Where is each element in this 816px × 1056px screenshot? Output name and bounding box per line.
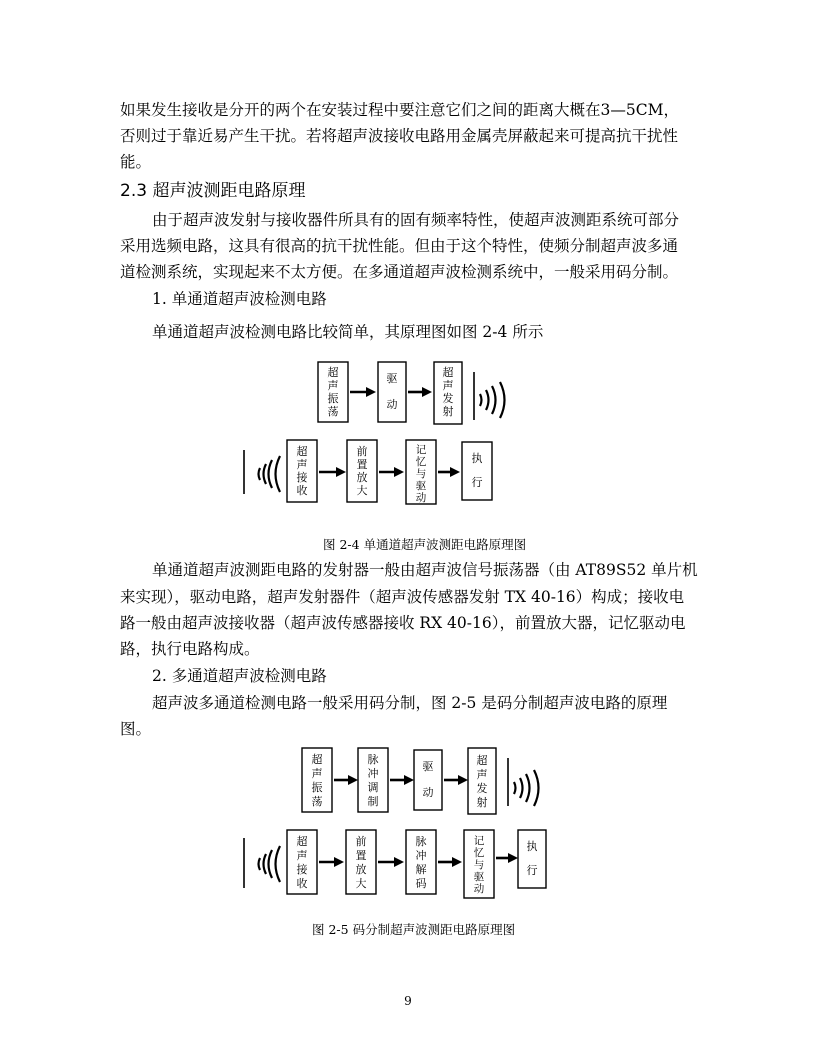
fig2-rx1-char3: 接	[296, 863, 308, 876]
fig2-tx4-char1: 超	[476, 754, 488, 767]
para1-line2: 否则过于靠近易产生干扰。若将超声波接收电路用金属壳屏蔽起来可提高抗干扰性	[120, 127, 679, 145]
fig2-rx3-char4: 码	[415, 877, 427, 890]
fig1-rx2-char2: 置	[356, 458, 368, 471]
fig1-arrowhead-rx3	[450, 467, 460, 477]
fig1-tx3-char1: 超	[442, 366, 454, 379]
fig2-receive-wave-icon	[244, 838, 280, 888]
fig2-rx2-char3: 放	[355, 863, 367, 876]
fig2-arrowhead-tx1	[348, 775, 358, 785]
fig1-tx1-char4: 荡	[327, 405, 339, 418]
fig1-arrowhead-rx1	[336, 467, 346, 477]
para3-line1: 单通道超声波检测电路比较简单，其原理图如图 2-4 所示	[152, 323, 544, 341]
fig2-rx-decode-block	[406, 830, 436, 894]
fig2-arrowhead-tx3	[458, 775, 468, 785]
list-item-2: 2. 多通道超声波检测电路	[152, 667, 327, 685]
fig1-rx3-char1: 记	[415, 444, 427, 456]
fig2-tx2-char1: 脉	[367, 753, 379, 766]
fig1-rx2-char4: 大	[356, 484, 368, 497]
para2-line1: 由于超声波发射与接收器件所具有的固有频率特性，使超声波测距系统可部分	[152, 211, 680, 229]
fig2-rx-receiver-block	[287, 830, 317, 894]
figure-2-4-diagram	[230, 356, 530, 506]
fig1-tx-oscillator-block	[318, 362, 348, 422]
fig2-rx4-char2: 忆	[473, 847, 485, 859]
fig2-tx2-char2: 冲	[367, 767, 379, 780]
fig2-tx3-char1: 驱	[422, 760, 434, 773]
fig2-arrowhead-tx2	[404, 775, 414, 785]
fig1-tx3-char3: 发	[442, 392, 454, 405]
fig1-rx3-char3: 与	[415, 468, 427, 480]
fig2-rx3-char1: 脉	[415, 835, 427, 848]
figure-2-4-caption: 图 2-4 单通道超声波测距电路原理图	[323, 537, 527, 552]
fig1-tx1-char3: 振	[327, 392, 339, 405]
figure-2-5-diagram	[230, 746, 560, 906]
list-item-1: 1. 单通道超声波检测电路	[152, 290, 327, 308]
para4-line2: 来实现），驱动电路，超声发射器件（超声波传感器发射 TX 40-16）构成；接收电	[120, 588, 685, 606]
fig1-rx1-char1: 超	[296, 445, 308, 458]
fig1-tx-transmitter-block	[434, 362, 462, 424]
fig2-tx1-char4: 荡	[311, 795, 323, 808]
para2-line2: 采用选频电路，这具有很高的抗干扰性能。但由于这个特性，使频分制超声波多通	[120, 237, 679, 255]
para4-line4: 路，执行电路构成。	[120, 640, 260, 658]
fig2-tx1-char3: 振	[311, 781, 323, 794]
para4-line1: 单通道超声波测距电路的发射器一般由超声波信号振荡器（由 AT89S52 单片机	[152, 561, 698, 579]
fig2-rx-preamp-block	[346, 830, 376, 894]
fig1-tx3-char2: 声	[442, 379, 454, 392]
fig2-tx1-char1: 超	[311, 753, 323, 766]
fig1-rx-memory-driver-block	[406, 440, 436, 504]
fig2-tx-transmitter-block	[468, 748, 496, 814]
fig2-rx1-char1: 超	[296, 835, 308, 848]
fig2-rx1-char4: 收	[296, 877, 308, 890]
fig1-rx2-char1: 前	[356, 445, 368, 458]
fig2-rx5-char1: 执	[526, 840, 538, 853]
fig2-rx3-char3: 解	[415, 863, 427, 876]
fig2-rx5-char2: 行	[526, 864, 538, 877]
fig1-rx-execute-block	[462, 442, 492, 500]
fig2-tx2-char3: 调	[367, 781, 379, 794]
fig1-rx1-char3: 接	[296, 471, 308, 484]
fig2-transmit-wave-icon	[508, 758, 539, 806]
fig2-rx1-char2: 声	[296, 849, 308, 862]
fig2-tx-modulation-block	[358, 748, 388, 812]
fig2-rx4-char1: 记	[473, 835, 485, 847]
para1-line3: 能。	[120, 153, 152, 171]
fig1-tx1-char2: 声	[327, 379, 339, 392]
fig1-arrowhead-tx2	[422, 387, 432, 397]
fig2-tx-oscillator-block	[302, 748, 332, 812]
fig2-rx4-char4: 驱	[473, 871, 485, 883]
fig2-tx1-char2: 声	[311, 767, 323, 780]
fig1-arrowhead-rx2	[394, 467, 404, 477]
fig2-rx2-char1: 前	[355, 835, 367, 848]
fig1-rx3-char4: 驱	[415, 480, 427, 492]
para5-line2: 图。	[120, 720, 152, 738]
fig1-tx2-char2: 动	[386, 398, 398, 411]
fig1-rx4-char2: 行	[471, 476, 483, 489]
fig2-rx4-char5: 动	[473, 883, 485, 895]
fig2-tx4-char4: 射	[476, 796, 488, 809]
fig2-rx-execute-block	[518, 830, 546, 888]
fig2-rx2-char2: 置	[355, 849, 367, 862]
para5-line1: 超声波多通道检测电路一般采用码分制，图 2-5 是码分制超声波电路的原理	[152, 694, 668, 712]
fig2-rx4-char3: 与	[473, 859, 485, 871]
fig1-tx3-char4: 射	[442, 405, 454, 418]
fig1-tx2-char1: 驱	[386, 372, 398, 385]
fig1-rx3-char2: 忆	[415, 456, 427, 468]
fig1-rx1-char2: 声	[296, 458, 308, 471]
section-heading: 2.3 超声波测距电路原理	[120, 181, 306, 201]
fig1-rx3-char5: 动	[415, 492, 427, 504]
fig1-rx4-char1: 执	[471, 452, 483, 465]
fig1-tx-driver-block	[378, 362, 406, 422]
para2-line3: 道检测系统，实现起来不太方便。在多通道超声波检测系统中，一般采用码分制。	[120, 263, 679, 281]
fig2-rx3-char2: 冲	[415, 849, 427, 862]
fig1-arrowhead-tx1	[366, 387, 376, 397]
fig2-arrowhead-rx4	[508, 853, 518, 863]
para4-line3: 路一般由超声波接收器（超声波传感器接收 RX 40-16），前置放大器，记忆驱动电	[120, 614, 686, 632]
fig2-arrowhead-rx1	[334, 857, 344, 867]
fig1-rx-receiver-block	[287, 440, 317, 502]
fig1-rx2-char3: 放	[356, 471, 368, 484]
fig2-tx-driver-block	[414, 750, 442, 810]
fig2-tx4-char2: 声	[476, 768, 488, 781]
fig1-tx1-char1: 超	[327, 366, 339, 379]
fig2-tx2-char4: 制	[367, 795, 379, 808]
fig2-arrowhead-rx3	[452, 857, 462, 867]
fig2-arrowhead-rx2	[394, 857, 404, 867]
para1-line1: 如果发生接收是分开的两个在安装过程中要注意它们之间的距离大概在3—5CM，	[120, 101, 679, 119]
fig2-tx3-char2: 动	[422, 786, 434, 799]
fig2-rx-memory-driver-block	[464, 830, 494, 898]
fig1-receive-wave-icon	[244, 450, 280, 494]
fig1-transmit-wave-icon	[474, 372, 505, 420]
fig2-tx4-char3: 发	[476, 782, 488, 795]
figure-2-5-caption: 图 2-5 码分制超声波测距电路原理图	[312, 922, 516, 937]
fig1-rx1-char4: 收	[296, 484, 308, 497]
page-number: 9	[404, 994, 412, 1008]
fig1-rx-preamp-block	[347, 440, 377, 502]
fig2-rx2-char4: 大	[355, 877, 367, 890]
